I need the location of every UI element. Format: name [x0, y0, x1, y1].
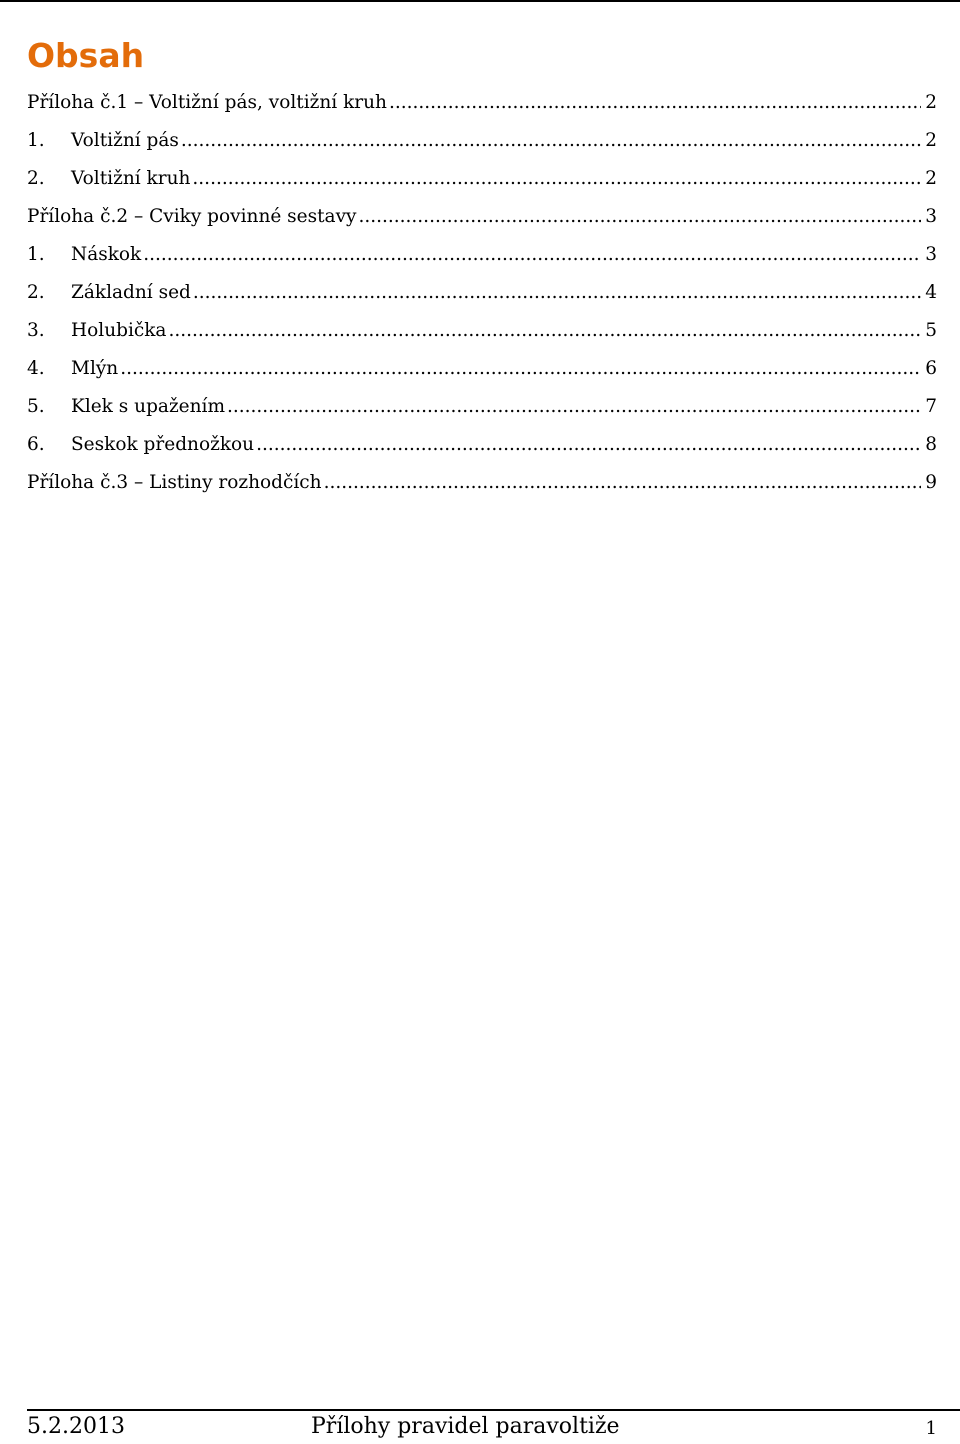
toc-entry-number: 5. — [27, 396, 45, 417]
toc-entry-page: 4 — [925, 282, 937, 303]
toc-entry-mlyn[interactable] — [27, 350, 937, 388]
toc-entry-number: 1. — [27, 244, 45, 265]
table-of-contents — [27, 84, 937, 502]
toc-entry-number: 4. — [27, 358, 45, 379]
toc-entry-number: 2. — [27, 282, 45, 303]
toc-entry-number: 2. — [27, 168, 45, 189]
toc-entry-page: 3 — [925, 206, 937, 227]
toc-entry-page: 2 — [925, 130, 937, 151]
toc-entry-page: 7 — [925, 396, 937, 417]
footer-page-number: 1 — [925, 1418, 937, 1439]
top-rule — [0, 0, 960, 2]
toc-entry-number: 6. — [27, 434, 45, 455]
toc-leader — [193, 274, 921, 312]
toc-entry-appendix-1[interactable] — [27, 84, 937, 122]
toc-leader — [168, 312, 921, 350]
toc-entry-text: Voltižní kruh — [71, 168, 191, 189]
toc-entry-text: Seskok přednožkou — [71, 434, 255, 455]
toc-entry-page: 2 — [925, 168, 937, 189]
toc-leader — [192, 160, 921, 198]
toc-entry-seskok-prednozkou[interactable] — [27, 426, 937, 464]
footer-date: 5.2.2013 — [27, 1414, 125, 1439]
toc-entry-holubicka[interactable] — [27, 312, 937, 350]
toc-entry-text: Mlýn — [71, 358, 119, 379]
toc-leader — [256, 426, 921, 464]
toc-entry-text: Příloha č.3 – Listiny rozhodčích — [27, 472, 322, 493]
toc-entry-page: 9 — [925, 472, 937, 493]
toc-leader — [324, 464, 922, 502]
toc-entry-text: Základní sed — [71, 282, 191, 303]
page-title: Obsah — [27, 36, 145, 75]
footer-document-title: Přílohy pravidel paravoltiže — [311, 1414, 620, 1439]
toc-entry-text: Příloha č.2 – Cviky povinné sestavy — [27, 206, 357, 227]
toc-leader — [227, 388, 921, 426]
toc-entry-page: 6 — [925, 358, 937, 379]
toc-entry-voltizni-pas[interactable] — [27, 122, 937, 160]
toc-leader — [389, 84, 921, 122]
toc-entry-appendix-2[interactable] — [27, 198, 937, 236]
toc-entry-text: Klek s upažením — [71, 396, 226, 417]
toc-entry-page: 3 — [925, 244, 937, 265]
toc-leader — [120, 350, 921, 388]
toc-entry-text: Voltižní pás — [71, 130, 179, 151]
toc-entry-text: Holubička — [71, 320, 167, 341]
toc-entry-zakladni-sed[interactable] — [27, 274, 937, 312]
toc-entry-number: 3. — [27, 320, 45, 341]
toc-leader — [181, 122, 921, 160]
toc-entry-number: 1. — [27, 130, 45, 151]
toc-entry-voltizni-kruh[interactable] — [27, 160, 937, 198]
toc-leader — [143, 236, 921, 274]
page-footer — [27, 1411, 937, 1442]
toc-entry-text: Náskok — [71, 244, 142, 265]
toc-entry-klek-s-upazenim[interactable] — [27, 388, 937, 426]
toc-leader — [359, 198, 922, 236]
toc-entry-naskok[interactable] — [27, 236, 937, 274]
toc-entry-page: 2 — [925, 92, 937, 113]
toc-entry-appendix-3[interactable] — [27, 464, 937, 502]
toc-entry-text: Příloha č.1 – Voltižní pás, voltižní kruh — [27, 92, 387, 113]
toc-entry-page: 8 — [925, 434, 937, 455]
toc-entry-page: 5 — [925, 320, 937, 341]
